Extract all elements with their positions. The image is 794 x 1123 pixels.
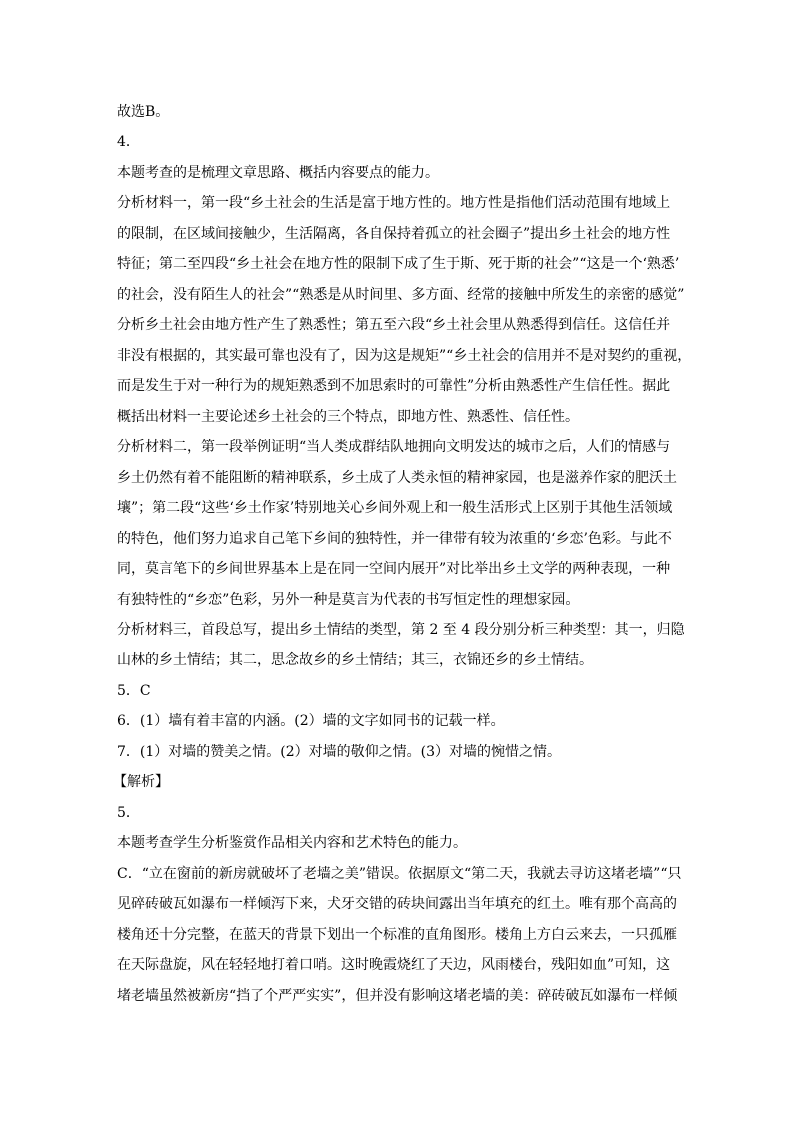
text-line: 楼角还十分完整，在蓝天的背景下划出一个标准的直角图形。楼角上方白云来去，一只孤雁 (117, 926, 677, 943)
text-line: 壤”；第二段“这些‘乡土作家’特别地关心乡间外观上和一般生活形式上区别于其他生活领域 (117, 500, 673, 517)
text-line: 分析材料三，首段总写，提出乡土情结的类型，第 2 至 4 段分别分析三种类型：其一，归隐 (117, 621, 685, 638)
text-line: 山林的乡土情结；其二，思念故乡的乡土情结；其三，衣锦还乡的乡土情结。 (117, 652, 593, 669)
text-line-answer-b: 故选B。 (117, 104, 170, 120)
text-line: 本题考查学生分析鉴赏作品相关内容和艺术特色的能力。 (117, 835, 467, 852)
text-line: 分析乡土社会由地方性产生了熟悉性；第五至六段“乡土社会里从熟悉得到信任。这信任并 (117, 317, 671, 334)
text-line: 分析材料一，第一段“乡土社会的生活是富于地方性的。地方性是指他们活动范围有地域上 (117, 195, 671, 212)
question-number-5: 5． (117, 804, 140, 821)
text-line: 有独特性的“乡恋”色彩，另外一种是莫言为代表的书写恒定性的理想家园。 (117, 591, 580, 608)
text-line: 而是发生于对一种行为的规矩熟悉到不加思索时的可靠性”分析由熟悉性产生信任性。据此 (117, 378, 671, 395)
question-number-4: 4． (117, 134, 140, 151)
text-line: 的特色，他们努力追求自己笔下乡间的独特性，并一律带有较为浓重的‘乡恋’色彩。与此不 (117, 530, 672, 547)
text-line: 分析材料二，第一段举例证明“当人类成群结队地拥向文明发达的城市之后，人们的情感与 (117, 439, 671, 456)
text-line: 堵老墙虽然被新房“挡了个严严实实”，但并没有影响这堵老墙的美：碎砖破瓦如瀑布一样倾 (117, 987, 678, 1004)
answer-line-5: 5．C (117, 682, 151, 699)
analysis-heading: 【解析】 (113, 774, 169, 791)
text-line: 本题考查的是梳理文章思路、概括内容要点的能力。 (117, 164, 439, 181)
answer-line-6: 6．(1）墙有着丰富的内涵。(2）墙的文字如同书的记载一样。 (117, 713, 505, 730)
answer-line-7: 7．(1）对墙的赞美之情。(2）对墙的敬仰之情。(3）对墙的惋惜之情。 (117, 743, 562, 760)
document-body (113, 97, 717, 1011)
text-line: 的限制，在区域间接触少，生活隔离，各自保持着孤立的社会圈子”提出乡土社会的地方性 (117, 225, 671, 242)
text-line: C．“立在窗前的新房就破坏了老墙之美”错误。依据原文“第二天，我就去寻访这堵老墙”“只 (117, 865, 682, 882)
text-line: 同，莫言笔下的乡间世界基本上是在同一空间内展开”对比举出乡土文学的两种表现，一种 (117, 561, 671, 578)
text-line: 特征；第二至四段“乡土社会在地方性的限制下成了生于斯、死于斯的社会”“这是一个‘熟悉’ (117, 256, 680, 273)
text-line: 见碎砖破瓦如瀑布一样倾泻下来，犬牙交错的砖块间露出当年填充的红土。唯有那个高高的 (117, 896, 677, 913)
text-line: 概括出材料一主要论述乡土社会的三个特点，即地方性、熟悉性、信任性。 (117, 408, 579, 425)
text-line: 乡土仍然有着不能阻断的精神联系，乡土成了人类永恒的精神家园，也是滋养作家的肥沃土 (117, 469, 677, 486)
text-line: 非没有根据的，其实最可靠也没有了，因为这是规矩”“乡土社会的信用并不是对契约的重视， (117, 347, 692, 364)
text-line: 在天际盘旋，风在轻轻地打着口哨。这时晚霞烧红了天边，风雨楼台，残阳如血”可知，这 (117, 957, 671, 974)
text-line: 的社会，没有陌生人的社会”“熟悉是从时间里、多方面、经常的接触中所发生的亲密的感觉” (117, 286, 685, 303)
